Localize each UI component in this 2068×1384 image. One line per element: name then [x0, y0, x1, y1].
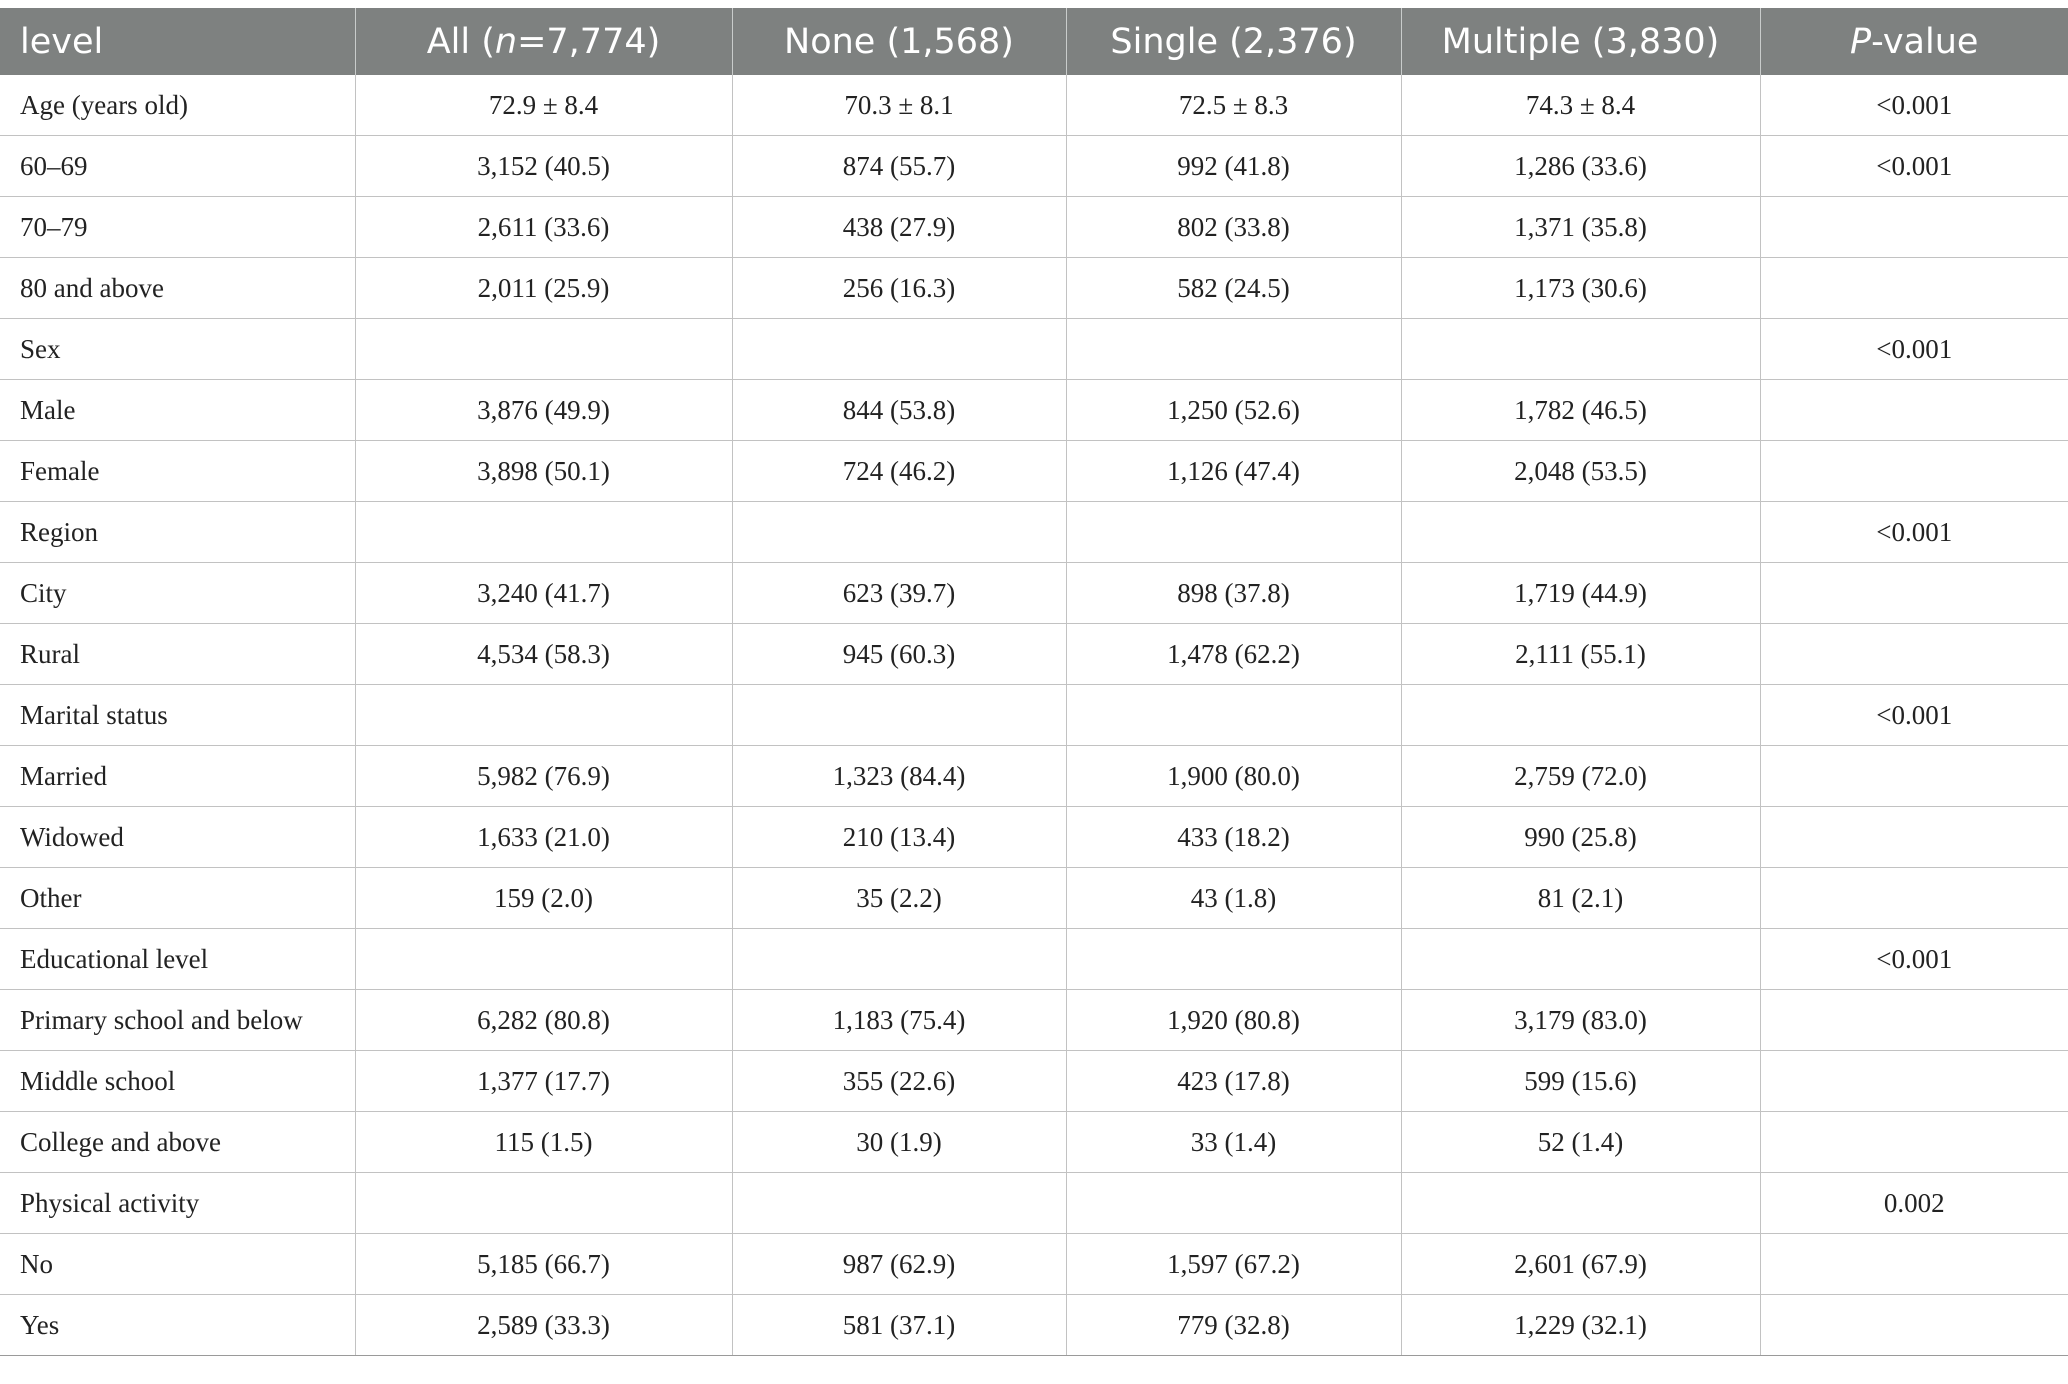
table-row — [0, 868, 2068, 929]
header-all-suffix: =7,774) — [517, 21, 661, 62]
header-row — [0, 8, 2068, 75]
cell-single: 72.5 ± 8.3 — [1066, 75, 1401, 136]
cell-p-value — [1760, 563, 2068, 624]
cell-multiple: 599 (15.6) — [1401, 1051, 1760, 1112]
cell-level: Educational level — [0, 929, 355, 990]
cell-all — [355, 685, 732, 746]
cell-multiple: 3,179 (83.0) — [1401, 990, 1760, 1051]
cell-multiple — [1401, 685, 1760, 746]
characteristics-table — [0, 8, 2068, 1356]
cell-single: 433 (18.2) — [1066, 807, 1401, 868]
header-level: level — [0, 8, 355, 75]
table-row — [0, 807, 2068, 868]
cell-level: City — [0, 563, 355, 624]
table-body — [0, 75, 2068, 1356]
cell-single: 992 (41.8) — [1066, 136, 1401, 197]
cell-multiple: 2,048 (53.5) — [1401, 441, 1760, 502]
cell-single — [1066, 1173, 1401, 1234]
cell-all — [355, 929, 732, 990]
cell-none: 438 (27.9) — [732, 197, 1066, 258]
cell-single: 43 (1.8) — [1066, 868, 1401, 929]
cell-none — [732, 319, 1066, 380]
cell-p-value — [1760, 990, 2068, 1051]
table-row — [0, 990, 2068, 1051]
cell-single: 1,900 (80.0) — [1066, 746, 1401, 807]
cell-p-value — [1760, 197, 2068, 258]
table-row — [0, 624, 2068, 685]
cell-p-value — [1760, 624, 2068, 685]
cell-none: 987 (62.9) — [732, 1234, 1066, 1295]
cell-p-value — [1760, 807, 2068, 868]
cell-level: Middle school — [0, 1051, 355, 1112]
cell-multiple — [1401, 929, 1760, 990]
cell-level: Yes — [0, 1295, 355, 1356]
cell-single: 582 (24.5) — [1066, 258, 1401, 319]
cell-all: 115 (1.5) — [355, 1112, 732, 1173]
cell-multiple — [1401, 502, 1760, 563]
cell-level: Physical activity — [0, 1173, 355, 1234]
cell-all: 159 (2.0) — [355, 868, 732, 929]
cell-multiple: 81 (2.1) — [1401, 868, 1760, 929]
cell-multiple: 2,601 (67.9) — [1401, 1234, 1760, 1295]
cell-multiple: 1,371 (35.8) — [1401, 197, 1760, 258]
cell-single: 1,126 (47.4) — [1066, 441, 1401, 502]
table-row — [0, 1234, 2068, 1295]
cell-single: 802 (33.8) — [1066, 197, 1401, 258]
cell-all — [355, 319, 732, 380]
cell-multiple: 52 (1.4) — [1401, 1112, 1760, 1173]
cell-p-value: 0.002 — [1760, 1173, 2068, 1234]
table-row — [0, 502, 2068, 563]
header-p-italic: P — [1850, 21, 1872, 62]
table-row — [0, 380, 2068, 441]
header-all — [355, 8, 732, 75]
cell-level: 70–79 — [0, 197, 355, 258]
table-row — [0, 1173, 2068, 1234]
cell-all: 2,611 (33.6) — [355, 197, 732, 258]
table-row — [0, 929, 2068, 990]
cell-level: No — [0, 1234, 355, 1295]
cell-none: 1,183 (75.4) — [732, 990, 1066, 1051]
cell-none: 30 (1.9) — [732, 1112, 1066, 1173]
table-row — [0, 136, 2068, 197]
cell-p-value: <0.001 — [1760, 929, 2068, 990]
header-p-suffix: -value — [1871, 21, 1979, 62]
cell-all: 2,589 (33.3) — [355, 1295, 732, 1356]
cell-single — [1066, 929, 1401, 990]
cell-all: 3,898 (50.1) — [355, 441, 732, 502]
cell-multiple — [1401, 1173, 1760, 1234]
cell-p-value — [1760, 1051, 2068, 1112]
cell-none: 70.3 ± 8.1 — [732, 75, 1066, 136]
cell-none — [732, 502, 1066, 563]
cell-none: 581 (37.1) — [732, 1295, 1066, 1356]
cell-p-value — [1760, 1112, 2068, 1173]
table-row — [0, 319, 2068, 380]
cell-multiple: 1,229 (32.1) — [1401, 1295, 1760, 1356]
cell-level: Sex — [0, 319, 355, 380]
cell-level: Marital status — [0, 685, 355, 746]
cell-single: 1,250 (52.6) — [1066, 380, 1401, 441]
cell-none: 256 (16.3) — [732, 258, 1066, 319]
cell-p-value — [1760, 441, 2068, 502]
table-row — [0, 75, 2068, 136]
cell-p-value: <0.001 — [1760, 319, 2068, 380]
cell-none: 945 (60.3) — [732, 624, 1066, 685]
cell-p-value — [1760, 380, 2068, 441]
cell-all: 5,185 (66.7) — [355, 1234, 732, 1295]
cell-all: 1,377 (17.7) — [355, 1051, 732, 1112]
cell-level: 60–69 — [0, 136, 355, 197]
header-all-n: n — [494, 21, 518, 62]
cell-level: Female — [0, 441, 355, 502]
cell-multiple: 1,782 (46.5) — [1401, 380, 1760, 441]
header-p-value — [1760, 8, 2068, 75]
cell-p-value: <0.001 — [1760, 136, 2068, 197]
cell-level: Male — [0, 380, 355, 441]
table-row — [0, 1051, 2068, 1112]
cell-p-value — [1760, 258, 2068, 319]
cell-none: 724 (46.2) — [732, 441, 1066, 502]
header-all-prefix: All ( — [426, 21, 495, 62]
cell-all: 3,876 (49.9) — [355, 380, 732, 441]
header-none: None (1,568) — [732, 8, 1066, 75]
table-row — [0, 563, 2068, 624]
table-row — [0, 685, 2068, 746]
cell-all — [355, 1173, 732, 1234]
cell-none: 35 (2.2) — [732, 868, 1066, 929]
header-multiple: Multiple (3,830) — [1401, 8, 1760, 75]
cell-all: 72.9 ± 8.4 — [355, 75, 732, 136]
cell-level: Rural — [0, 624, 355, 685]
cell-none: 355 (22.6) — [732, 1051, 1066, 1112]
cell-p-value — [1760, 1295, 2068, 1356]
cell-none: 874 (55.7) — [732, 136, 1066, 197]
cell-single: 423 (17.8) — [1066, 1051, 1401, 1112]
cell-none: 623 (39.7) — [732, 563, 1066, 624]
cell-single: 33 (1.4) — [1066, 1112, 1401, 1173]
cell-all: 3,240 (41.7) — [355, 563, 732, 624]
cell-multiple: 2,759 (72.0) — [1401, 746, 1760, 807]
table-row — [0, 441, 2068, 502]
cell-multiple: 1,719 (44.9) — [1401, 563, 1760, 624]
table-row — [0, 1295, 2068, 1356]
cell-none: 844 (53.8) — [732, 380, 1066, 441]
cell-multiple — [1401, 319, 1760, 380]
cell-single: 1,478 (62.2) — [1066, 624, 1401, 685]
cell-multiple: 1,173 (30.6) — [1401, 258, 1760, 319]
cell-multiple: 1,286 (33.6) — [1401, 136, 1760, 197]
cell-single: 898 (37.8) — [1066, 563, 1401, 624]
header-single: Single (2,376) — [1066, 8, 1401, 75]
cell-p-value — [1760, 746, 2068, 807]
cell-all: 5,982 (76.9) — [355, 746, 732, 807]
cell-multiple: 990 (25.8) — [1401, 807, 1760, 868]
cell-p-value: <0.001 — [1760, 502, 2068, 563]
cell-all: 3,152 (40.5) — [355, 136, 732, 197]
cell-none — [732, 1173, 1066, 1234]
cell-multiple: 2,111 (55.1) — [1401, 624, 1760, 685]
table-row — [0, 1112, 2068, 1173]
cell-none: 1,323 (84.4) — [732, 746, 1066, 807]
cell-p-value: <0.001 — [1760, 75, 2068, 136]
cell-none — [732, 685, 1066, 746]
cell-level: 80 and above — [0, 258, 355, 319]
cell-single: 779 (32.8) — [1066, 1295, 1401, 1356]
cell-level: Region — [0, 502, 355, 563]
cell-single — [1066, 685, 1401, 746]
cell-p-value — [1760, 1234, 2068, 1295]
cell-single: 1,920 (80.8) — [1066, 990, 1401, 1051]
cell-none — [732, 929, 1066, 990]
cell-p-value — [1760, 868, 2068, 929]
cell-level: Widowed — [0, 807, 355, 868]
cell-all: 2,011 (25.9) — [355, 258, 732, 319]
cell-level: Married — [0, 746, 355, 807]
table-row — [0, 746, 2068, 807]
cell-level: Other — [0, 868, 355, 929]
table-row — [0, 197, 2068, 258]
table-row — [0, 258, 2068, 319]
cell-level: Primary school and below — [0, 990, 355, 1051]
cell-none: 210 (13.4) — [732, 807, 1066, 868]
cell-all: 4,534 (58.3) — [355, 624, 732, 685]
table-header — [0, 8, 2068, 75]
cell-level: Age (years old) — [0, 75, 355, 136]
cell-single: 1,597 (67.2) — [1066, 1234, 1401, 1295]
cell-single — [1066, 502, 1401, 563]
cell-level: College and above — [0, 1112, 355, 1173]
cell-all: 1,633 (21.0) — [355, 807, 732, 868]
cell-single — [1066, 319, 1401, 380]
cell-all: 6,282 (80.8) — [355, 990, 732, 1051]
cell-p-value: <0.001 — [1760, 685, 2068, 746]
cell-all — [355, 502, 732, 563]
cell-multiple: 74.3 ± 8.4 — [1401, 75, 1760, 136]
